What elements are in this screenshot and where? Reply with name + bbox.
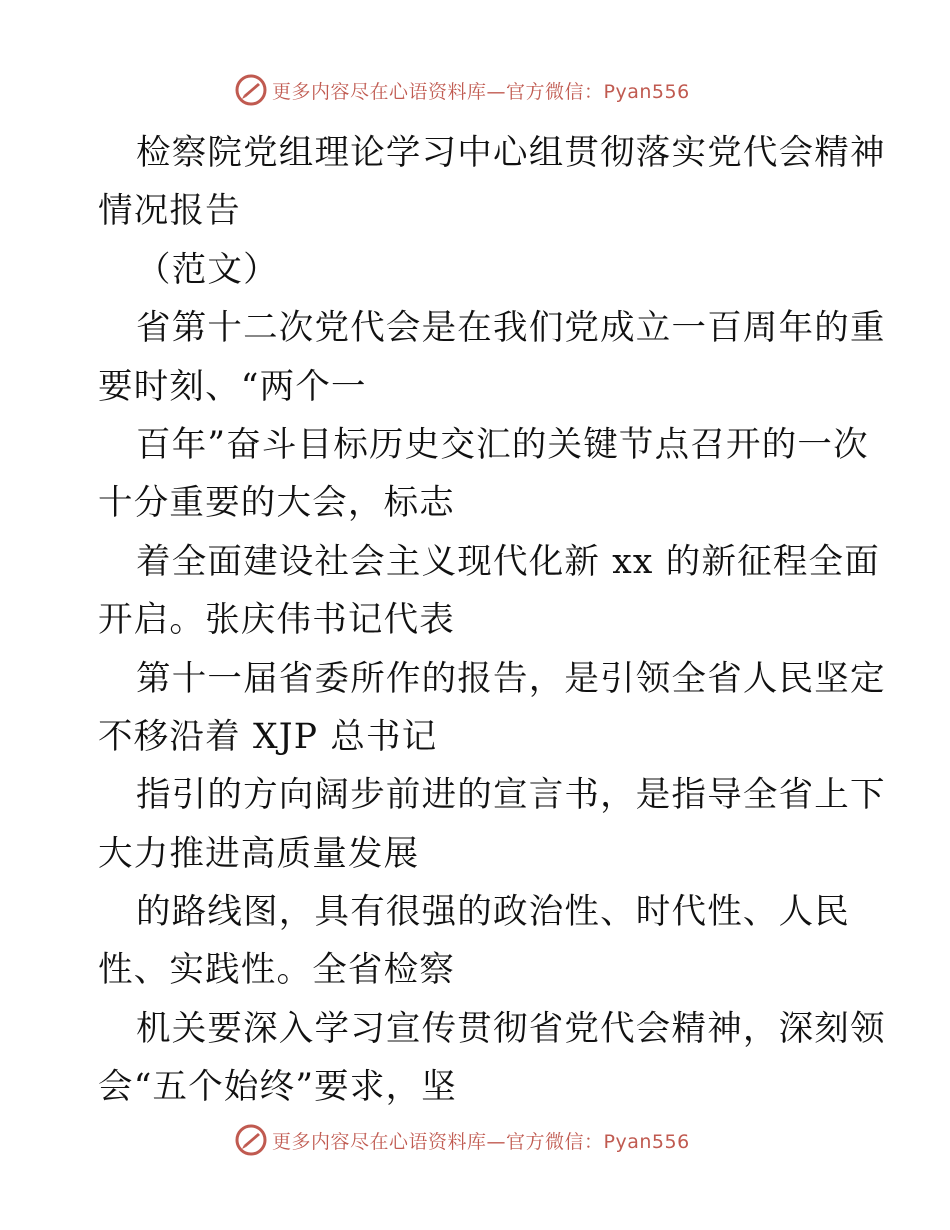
paragraph-line: 第十一届省委所作的报告，是引领全省人民坚定 (136, 658, 886, 699)
watermark-text: 更多内容尽在心语资料库—官方微信：Pyan556 (272, 1130, 690, 1153)
watermark-footer (234, 1122, 714, 1158)
doc-subtitle: （范文） (136, 249, 279, 290)
paragraph-line: 省第十二次党代会是在我们党成立一百周年的重 (136, 308, 886, 349)
paragraph-line: 会“五个始终”要求，坚 (98, 1067, 457, 1108)
paragraph-line: 的路线图，具有很强的政治性、时代性、人民 (136, 892, 850, 933)
paragraph-line: 性、实践性。全省检察 (98, 950, 455, 991)
doc-title-line-2: 情况报告 (98, 191, 241, 232)
logo-icon (234, 1123, 268, 1157)
paragraph-line: 十分重要的大会，标志 (98, 483, 455, 524)
paragraph-line: 百年”奋斗目标历史交汇的关键节点召开的一次 (136, 424, 869, 465)
doc-title-line-1: 检察院党组理论学习中心组贯彻落实党代会精神 (136, 133, 886, 173)
watermark-text: 更多内容尽在心语资料库—官方微信：Pyan556 (272, 80, 690, 103)
paragraph-line: 着全面建设社会主义现代化新 xx 的新征程全面 (136, 541, 880, 582)
paragraph-line: 要时刻、“两个一 (98, 366, 367, 407)
paragraph-line: 指引的方向阔步前进的宣言书，是指导全省上下 (136, 775, 886, 816)
watermark-header (234, 72, 714, 108)
paragraph-line: 不移沿着 XJP 总书记 (98, 716, 438, 757)
document-body (98, 124, 886, 1117)
paragraph-line: 开启。张庆伟书记代表 (98, 600, 455, 641)
paragraph-line: 大力推进高质量发展 (98, 833, 420, 874)
paragraph-line: 机关要深入学习宣传贯彻省党代会精神，深刻领 (136, 1008, 886, 1049)
logo-icon (234, 73, 268, 107)
